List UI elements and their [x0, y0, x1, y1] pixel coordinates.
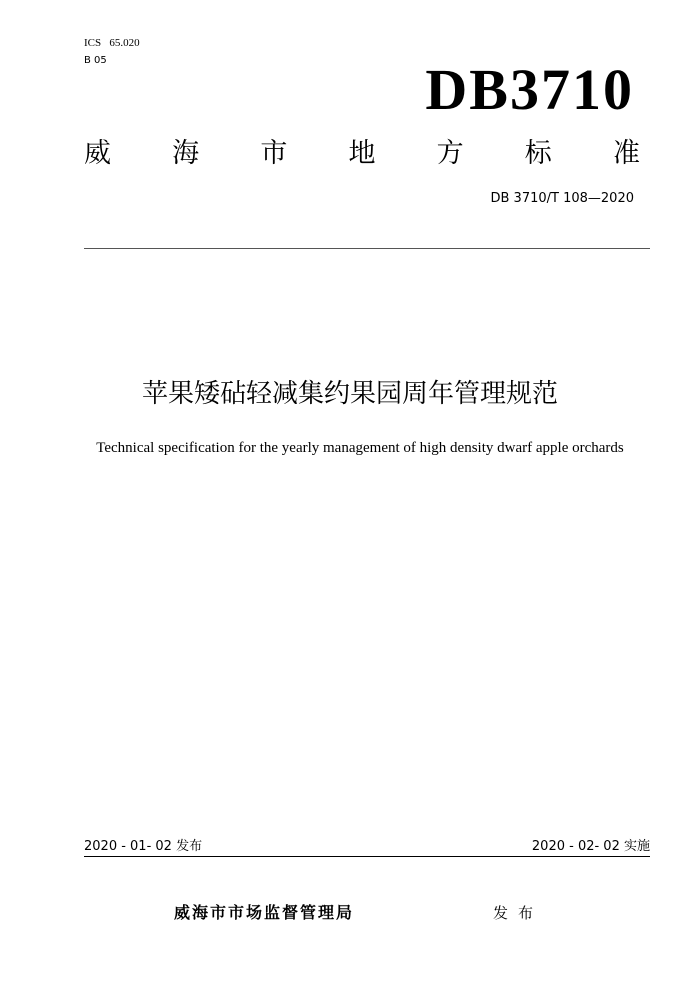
db-code-logo: DB3710 — [425, 57, 634, 122]
issuing-authority: 威海市市场监督管理局 — [174, 903, 355, 922]
standard-type-char: 方 — [436, 138, 464, 169]
standard-type-char: 威 — [84, 138, 111, 169]
standard-number: DB 3710/T 108—2020 — [490, 191, 634, 206]
footer-divider — [84, 856, 650, 857]
issue-label: 发布 — [493, 904, 544, 922]
ics-code: ICS 65.020 — [84, 37, 140, 49]
implementation-date: 2020 - 02- 02 实施 — [531, 839, 650, 854]
standard-type-char: 地 — [348, 138, 376, 169]
standard-type-char: 标 — [524, 138, 552, 169]
document-title-english: Technical specification for the yearly management of high density dwarf apple orchards — [96, 440, 624, 456]
standard-type-char: 准 — [612, 138, 640, 169]
standard-type-char: 市 — [260, 138, 288, 169]
classification-code: B 05 — [84, 55, 107, 66]
issue-date: 2020 - 01- 02 发布 — [84, 839, 203, 854]
standard-type-char: 海 — [172, 138, 200, 169]
standard-type-title — [84, 136, 640, 172]
document-title-chinese: 苹果矮砧轻减集约果园周年管理规范 — [141, 379, 558, 409]
header-divider — [84, 248, 650, 249]
